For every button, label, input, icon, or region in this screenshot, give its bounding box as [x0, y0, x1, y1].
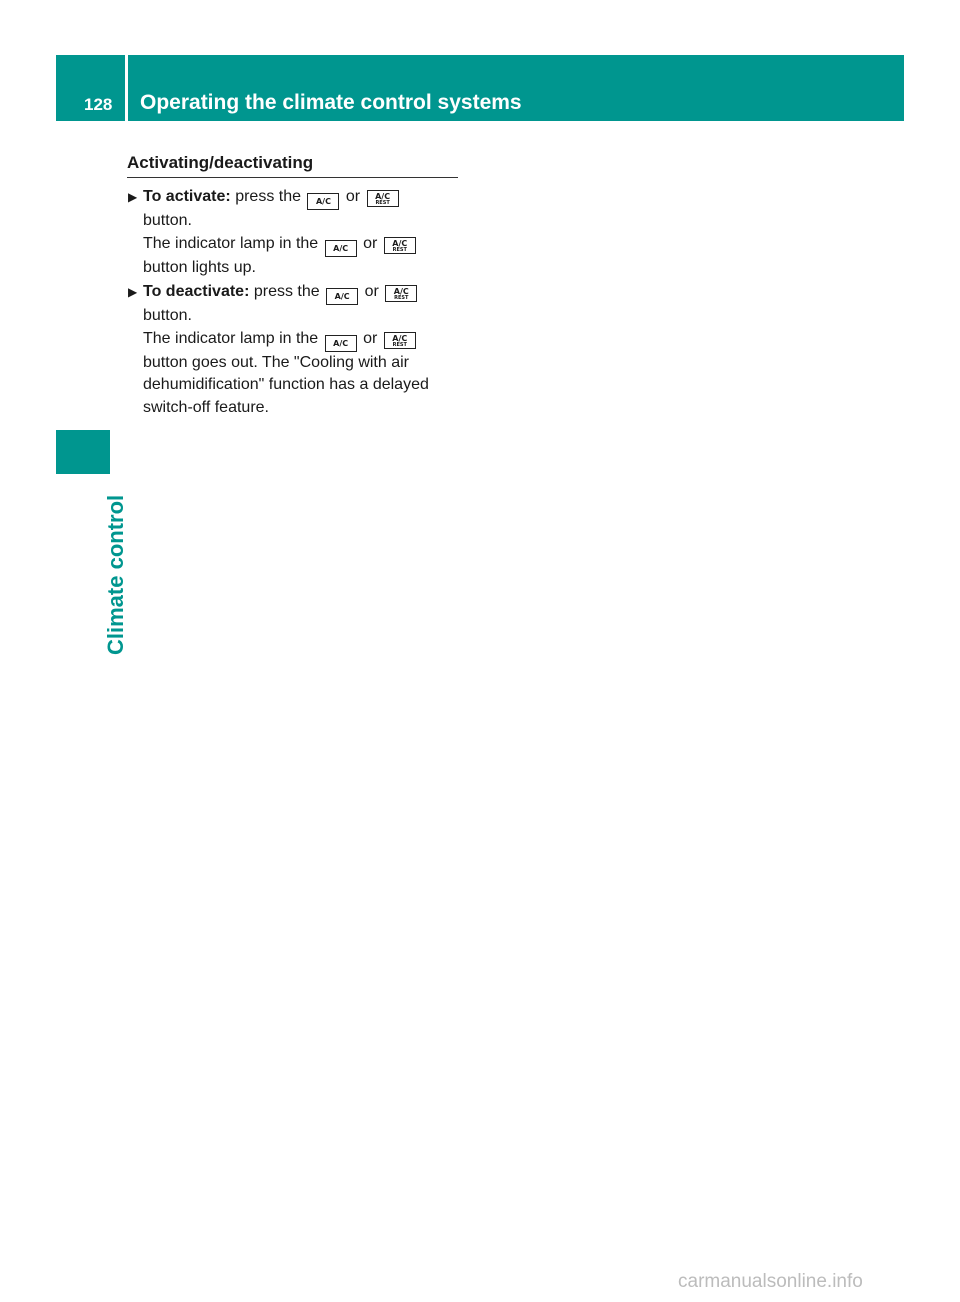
page-title: Operating the climate control systems — [140, 91, 522, 114]
heading-rule — [127, 177, 458, 178]
instructions — [127, 186, 467, 421]
page-number: 128 — [84, 95, 113, 114]
or-text: or — [364, 283, 379, 300]
ac-rest-sub: REST — [394, 295, 409, 301]
or-text: or — [363, 329, 378, 347]
step-text: press the — [235, 188, 301, 205]
ac-rest-sub: REST — [392, 246, 407, 253]
section-heading: Activating/deactivating — [127, 153, 314, 172]
or-text: or — [363, 234, 378, 252]
ac-rest-sub: REST — [392, 341, 407, 348]
step-arrow-icon: ▶ — [128, 285, 138, 299]
step-label: To deactivate: — [143, 283, 250, 300]
step-text: button lights up. — [143, 258, 256, 276]
step-text: button. — [143, 212, 192, 229]
ac-rest-sub: REST — [375, 200, 390, 206]
step-deactivate — [127, 281, 467, 419]
watermark: carmanualsonline.info — [678, 1271, 863, 1292]
step-text: The indicator lamp in the — [143, 234, 319, 252]
step-text: The indicator lamp in the — [143, 329, 319, 347]
header-divider — [125, 55, 128, 121]
ac-rest-button-icon — [384, 332, 416, 349]
ac-button-icon: A/C — [307, 193, 339, 210]
ac-rest-main: A/C — [375, 192, 391, 201]
step-label: To activate: — [143, 188, 231, 205]
ac-rest-main: A/C — [392, 238, 408, 248]
side-tab-label: Climate control — [103, 494, 128, 655]
step-text: button. — [143, 307, 192, 324]
ac-rest-main: A/C — [392, 333, 408, 343]
ac-rest-button-icon — [384, 237, 416, 254]
ac-rest-button-icon — [385, 285, 417, 302]
step-text: press the — [253, 283, 320, 300]
ac-button-icon: A/C — [326, 288, 358, 305]
ac-button-icon: A/C — [325, 240, 357, 257]
step-text: button goes out. The "Cooling with air dehumidification" function has a delayed switch-off feature. — [143, 353, 429, 416]
or-text: or — [345, 188, 361, 205]
ac-rest-main: A/C — [393, 287, 409, 296]
step-arrow-icon: ▶ — [128, 190, 138, 204]
ac-button-icon: A/C — [325, 335, 357, 352]
ac-rest-button-icon — [367, 190, 399, 207]
step-activate — [127, 186, 467, 279]
side-tab-block — [56, 430, 110, 474]
